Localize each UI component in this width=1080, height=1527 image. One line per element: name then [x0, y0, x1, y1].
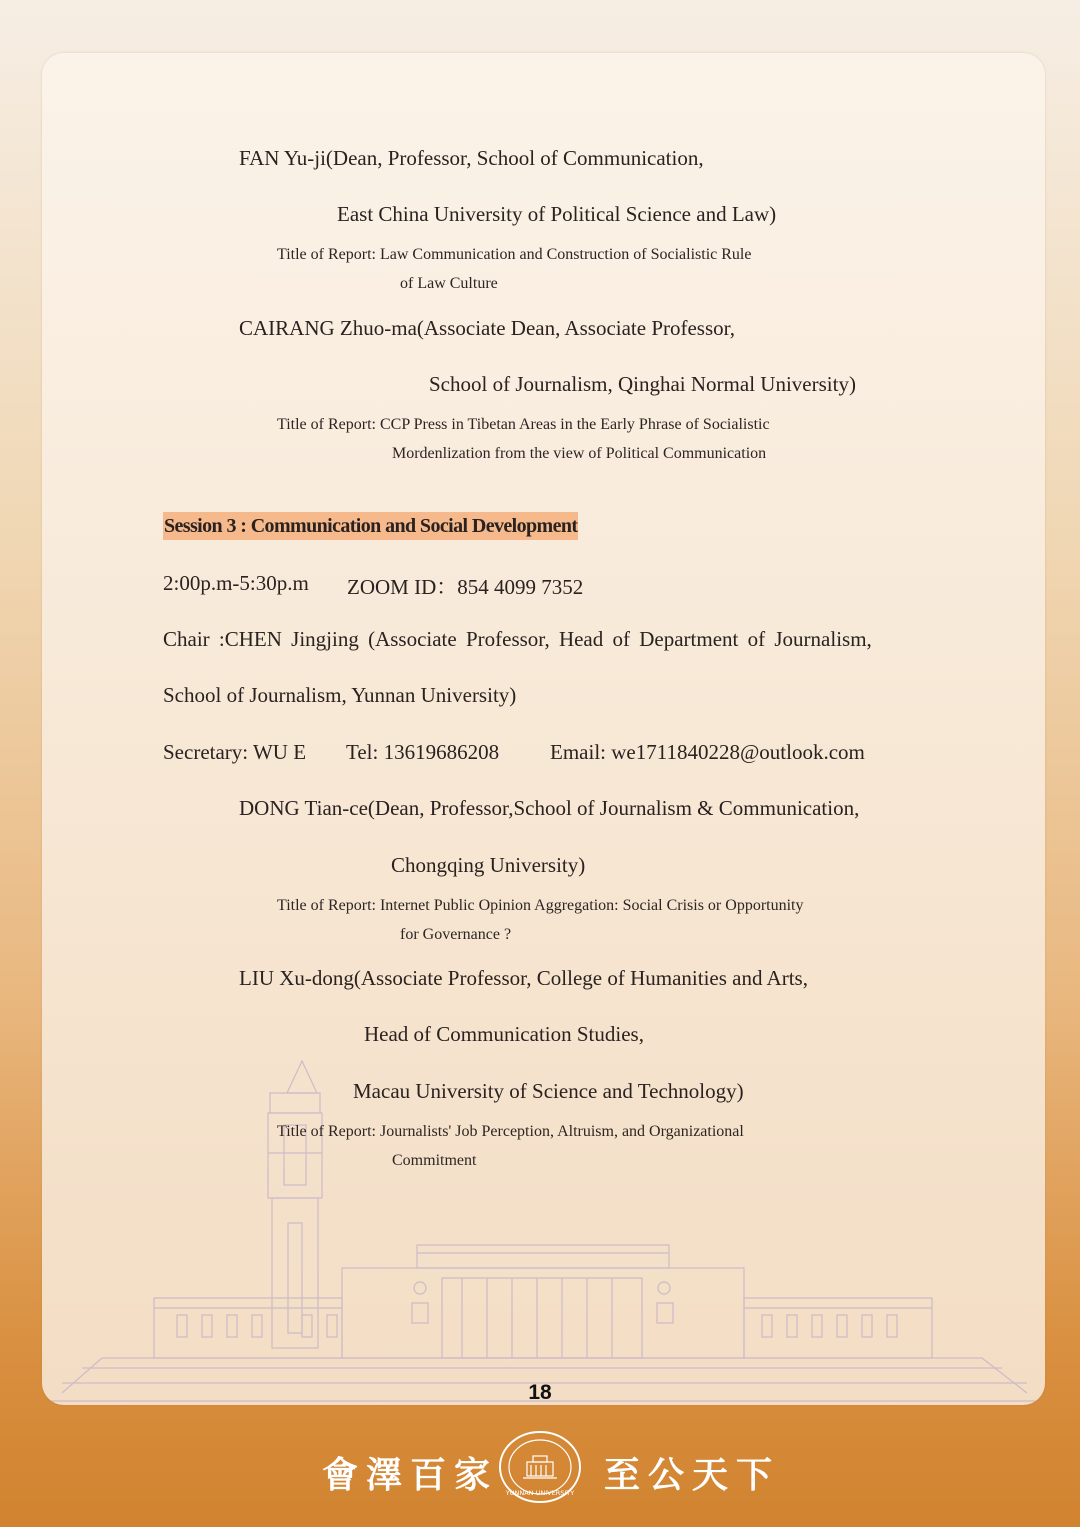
report-title-line: Commitment	[392, 1152, 477, 1169]
report-title-line: Title of Report: Law Communication and Construction of Socialistic Rule	[277, 246, 752, 263]
speaker-affiliation-line: School of Journalism, Qinghai Normal University)	[429, 372, 856, 396]
speaker-affiliation-line: East China University of Political Science and Law)	[337, 202, 777, 226]
chair-affiliation: School of Journalism, Yunnan University)	[163, 683, 517, 707]
report-title-line: for Governance ?	[400, 926, 512, 943]
speaker-affiliation-line: Chongqing University)	[391, 853, 586, 877]
speaker-affiliation-line: Head of Communication Studies,	[364, 1022, 644, 1046]
report-title-line: Mordenlization from the view of Political Communication	[392, 445, 767, 462]
report-title-line: Title of Report: Internet Public Opinion Aggregation: Social Crisis or Opportunity	[277, 897, 804, 914]
chair-line: Chair :CHEN Jingjing (Associate Professor, Head of Department of Journalism,	[163, 627, 872, 651]
report-title-line: Title of Report: Journalists' Job Perception, Altruism, and Organizational	[277, 1123, 744, 1140]
motto-right: 至公天下	[604, 1454, 781, 1496]
report-title-line: Title of Report: CCP Press in Tibetan Areas in the Early Phrase of Socialistic	[277, 416, 770, 433]
motto-left: 會澤百家	[322, 1454, 499, 1496]
zoom-id: ZOOM ID：854 4099 7352	[347, 575, 584, 599]
speaker-name-line: CAIRANG Zhuo-ma(Associate Dean, Associate Professor,	[239, 316, 736, 340]
session-time: 2:00p.m-5:30p.m	[163, 571, 309, 595]
secretary-email: Email: we1711840228@outlook.com	[550, 740, 865, 764]
secretary-tel: Tel: 13619686208	[346, 740, 500, 764]
speaker-name-line: FAN Yu-ji(Dean, Professor, School of Communication,	[239, 146, 704, 170]
seal-text: YUNNAN UNIVERSITY	[505, 1489, 575, 1497]
speaker-affiliation-line: Macau University of Science and Technology)	[353, 1079, 744, 1103]
report-title-line: of Law Culture	[400, 275, 498, 292]
building-illustration	[42, 1053, 1045, 1405]
speaker-name-line: LIU Xu-dong(Associate Professor, College of Humanities and Arts,	[239, 966, 808, 990]
speaker-name-line: DONG Tian-ce(Dean, Professor,School of Journalism & Communication,	[239, 796, 860, 820]
page-number: 18	[528, 1381, 552, 1404]
university-seal-icon	[497, 1429, 583, 1505]
secretary: Secretary: WU E	[163, 740, 307, 764]
session-heading: Session 3 : Communication and Social Development	[163, 512, 578, 540]
